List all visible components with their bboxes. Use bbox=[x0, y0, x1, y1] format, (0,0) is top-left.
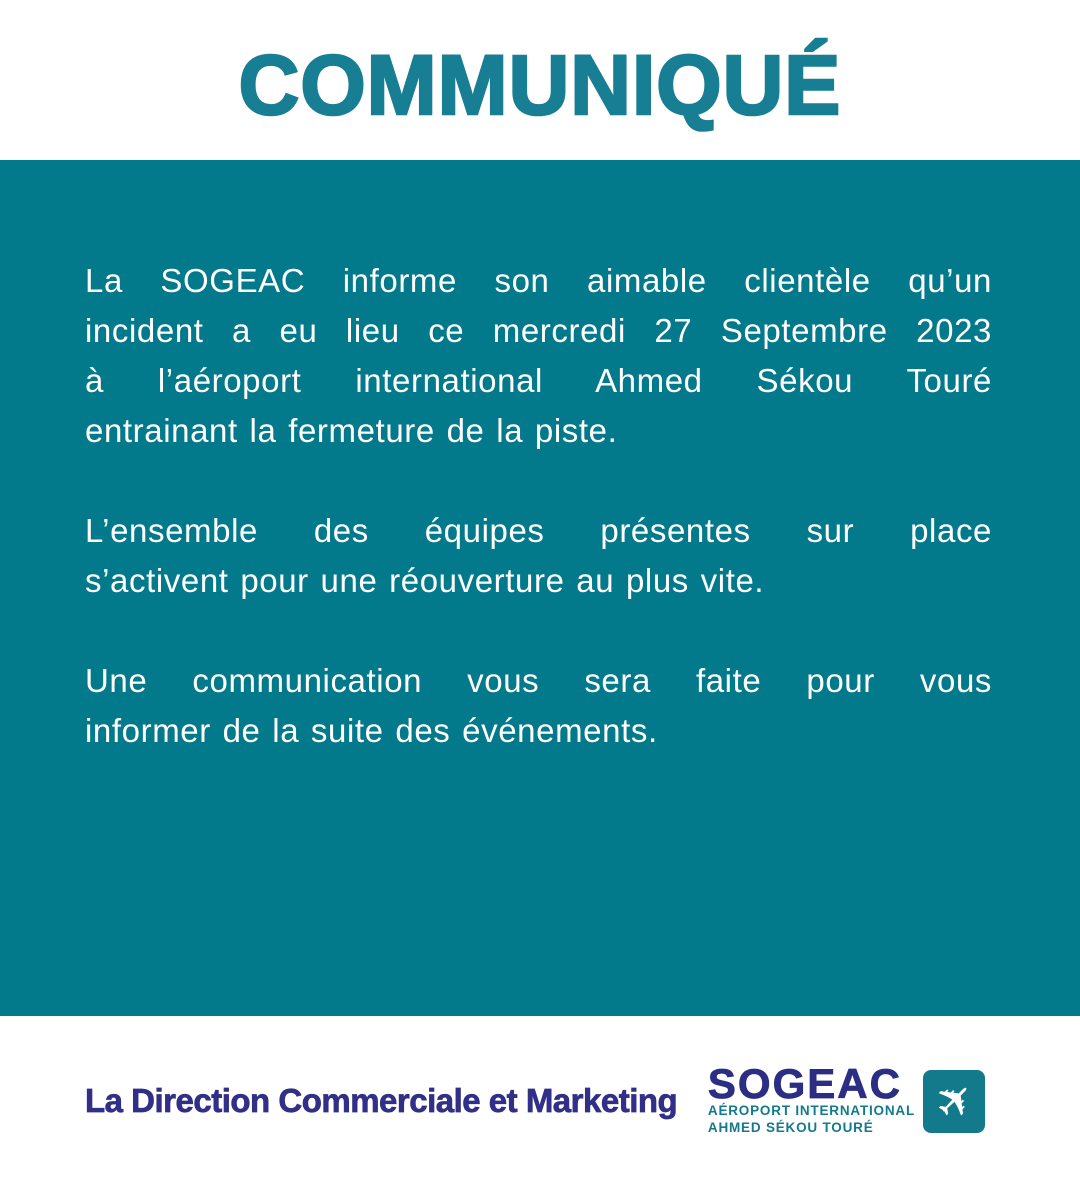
logo-wordmark: SOGEAC bbox=[707, 1060, 902, 1107]
footer bbox=[0, 1016, 1080, 1186]
logo-text-block bbox=[707, 1060, 915, 1135]
paragraph-line: à l’aéroport international Ahmed Sékou Touré bbox=[85, 362, 992, 399]
paragraph-line: incident a eu lieu ce mercredi 27 Septembre 2023 bbox=[85, 312, 992, 349]
paragraph-line: entrainant la fermeture de la piste. bbox=[85, 412, 618, 449]
announcement-body bbox=[0, 160, 1080, 1016]
paragraph-line: Une communication vous sera faite pour vous bbox=[85, 662, 992, 699]
paragraph-line: informer de la suite des événements. bbox=[85, 712, 658, 749]
airplane-icon bbox=[921, 1067, 988, 1134]
sogeac-logo bbox=[707, 1060, 988, 1135]
logo-subtitle-line1: AÉROPORT INTERNATIONAL bbox=[707, 1103, 915, 1118]
paragraph-followup bbox=[85, 656, 992, 756]
paragraph-line: s’activent pour une réouverture au plus vite. bbox=[85, 562, 765, 599]
paragraph-line: La SOGEAC informe son aimable clientèle qu’un bbox=[85, 262, 992, 299]
paragraph-incident bbox=[85, 256, 992, 456]
logo-subtitle-line2: AHMED SÉKOU TOURÉ bbox=[707, 1120, 874, 1135]
signature-text: La Direction Commerciale et Marketing bbox=[85, 1082, 678, 1119]
airplane-glyph: ✈ bbox=[921, 1067, 988, 1134]
page-title: COMMUNIQUÉ bbox=[238, 37, 842, 132]
header bbox=[0, 0, 1080, 160]
paragraph-line: L’ensemble des équipes présentes sur place bbox=[85, 512, 992, 549]
paragraph-teams bbox=[85, 506, 992, 606]
